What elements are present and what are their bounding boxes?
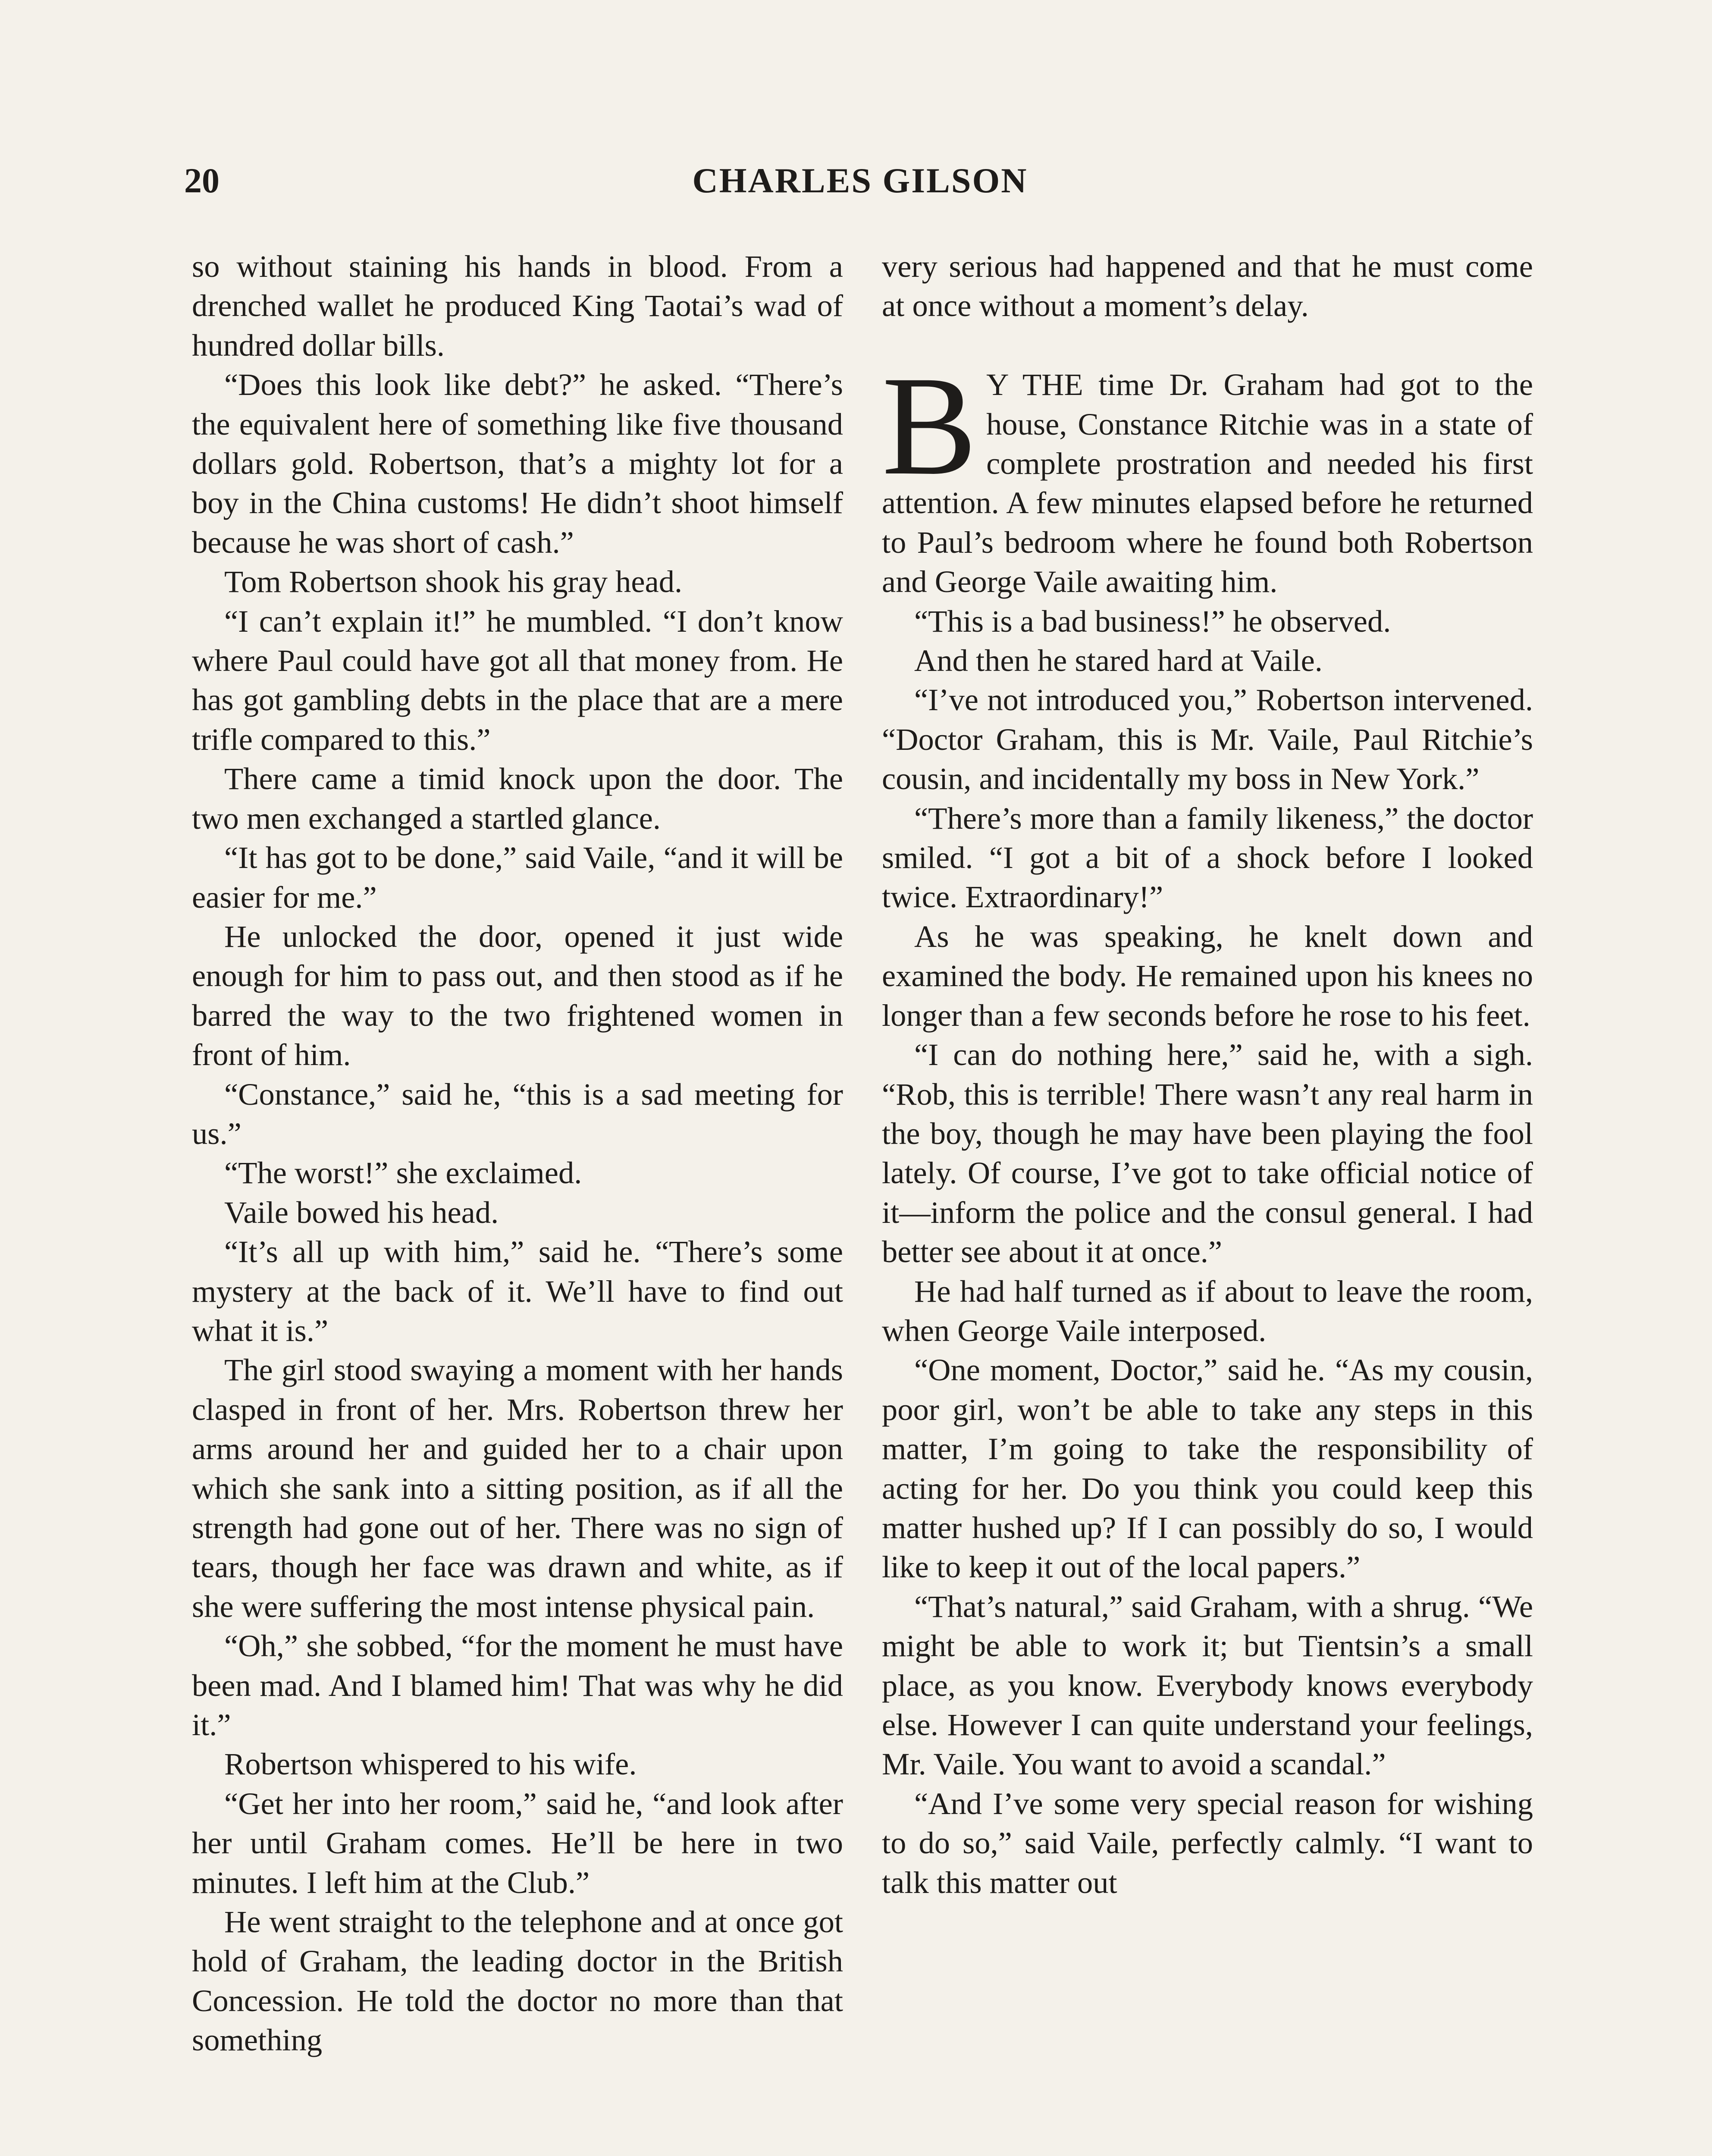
paragraph: “I can do nothing here,” said he, with a sigh. “Rob, this is terrible! There wasn’t any real harm in the boy, though he may have been playing the fool lately. Of course, I’ve got to take official notice of it—inform the police and the consul general. I had better see about it at once.” bbox=[882, 1037, 1533, 1269]
paragraph: “Get her into her room,” said he, “and look after her until Graham comes. He’ll be here in two minutes. I left him at the Club.” bbox=[192, 1786, 843, 1900]
paragraph: “And I’ve some very special reason for wishing to do so,” said Vaile, perfectly calmly. “I want to talk this matter out bbox=[882, 1786, 1533, 1900]
paragraph: And then he stared hard at Vaile. bbox=[914, 643, 1323, 678]
paragraph: Tom Robertson shook his gray head. bbox=[224, 564, 683, 599]
paragraph: There came a timid knock upon the door. The two men exchanged a startled glance. bbox=[192, 761, 843, 836]
paragraph: Vaile bowed his head. bbox=[224, 1194, 499, 1230]
running-title: CHARLES GILSON bbox=[692, 161, 1028, 200]
paragraph: “One moment, Doctor,” said he. “As my cousin, poor girl, won’t be able to take any steps in this matter, I’m going to take the responsibility of acting for her. Do you think you could keep this matter hushed up? If I can possibly do so, I would like to keep it out of the local papers.” bbox=[882, 1352, 1533, 1585]
right-column bbox=[882, 247, 1533, 1902]
page-number: 20 bbox=[184, 161, 219, 200]
drop-cap: B bbox=[882, 347, 977, 505]
paragraph: very serious had happened and that he must come at once without a moment’s delay. bbox=[882, 249, 1533, 323]
paragraph: He went straight to the telephone and at once got hold of Graham, the leading doctor in the British Concession. He told the doctor no more than that something bbox=[192, 1904, 843, 2058]
paragraph: “This is a bad business!” he observed. bbox=[914, 603, 1391, 639]
section-opening-paragraph bbox=[882, 347, 1533, 601]
paragraph: “I can’t explain it!” he mumbled. “I don’t know where Paul could have got all that money from. He has got gambling debts in the place that are a mere trifle compared to this.” bbox=[192, 603, 843, 757]
paragraph: “Constance,” said he, “this is a sad meeting for us.” bbox=[192, 1076, 843, 1151]
paragraph: As he was speaking, he knelt down and examined the body. He remained upon his knees no longer than a few seconds before he rose to his feet. bbox=[882, 918, 1533, 1033]
paragraph: “It’s all up with him,” said he. “There’s some mystery at the back of it. We’ll have to find out what it is.” bbox=[192, 1234, 843, 1348]
paragraph: The girl stood swaying a moment with her hands clasped in front of her. Mrs. Robertson threw her arms around her and guided her to a chair upon which she sank into a sitting position, as if all the strength had gone out of her. There was no sign of tears, though her face was drawn and white, as if she were suffering the most intense physical pain. bbox=[192, 1352, 843, 1624]
paragraph: He had half turned as if about to leave the room, when George Vaile interposed. bbox=[882, 1273, 1533, 1348]
paragraph: Robertson whispered to his wife. bbox=[224, 1746, 637, 1782]
paragraph: “Oh,” she sobbed, “for the moment he must have been mad. And I blamed him! That was why he did it.” bbox=[192, 1628, 843, 1742]
page-header bbox=[184, 160, 1536, 208]
left-column bbox=[192, 247, 843, 2060]
paragraph: “Does this look like debt?” he asked. “There’s the equivalent here of something like five thousand dollars gold. Robertson, that’s a mighty lot for a boy in the China customs! He didn’t shoot himself because he was short of cash.” bbox=[192, 367, 843, 560]
paragraph-text: Y THE time Dr. Graham had got to the house, Constance Ritchie was in a state of complete prostration and needed his first attention. A few minutes elapsed before he returned to Paul’s bedroom where he found both Robertson and George Vaile awaiting him. bbox=[882, 367, 1533, 599]
paragraph: He unlocked the door, opened it just wide enough for him to pass out, and then stood as if he barred the way to the two frightened women in front of him. bbox=[192, 918, 843, 1072]
paragraph: “I’ve not introduced you,” Robertson intervened. “Doctor Graham, this is Mr. Vaile, Paul Ritchie’s cousin, and incidentally my boss in New York.” bbox=[882, 682, 1533, 796]
paragraph: “There’s more than a family likeness,” the doctor smiled. “I got a bit of a shock before I looked twice. Extraordinary!” bbox=[882, 800, 1533, 915]
paragraph: “The worst!” she exclaimed. bbox=[224, 1155, 582, 1191]
paragraph: “It has got to be done,” said Vaile, “and it will be easier for me.” bbox=[192, 840, 843, 915]
paragraph: so without staining his hands in blood. From a drenched wallet he produced King Taotai’s wad of hundred dollar bills. bbox=[192, 249, 843, 363]
paragraph: “That’s natural,” said Graham, with a shrug. “We might be able to work it; but Tientsin’s a small place, as you know. Everybody knows everybody else. However I can quite understand your feelings, Mr. Vaile. You want to avoid a scandal.” bbox=[882, 1589, 1533, 1782]
